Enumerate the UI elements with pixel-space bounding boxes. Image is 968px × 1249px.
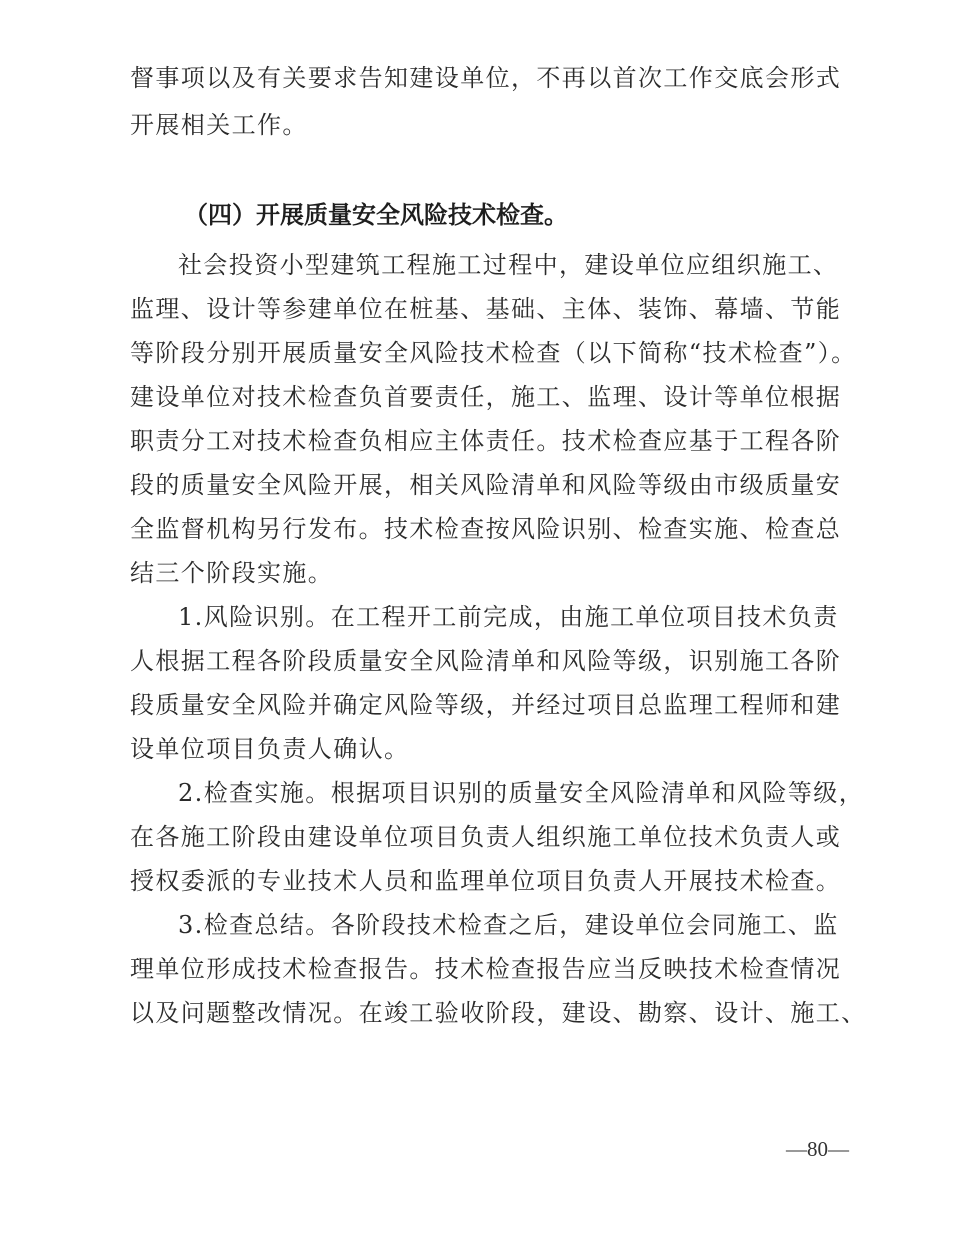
page-number: —80— bbox=[786, 1137, 849, 1161]
item-3-line: 以及问题整改情况。在竣工验收阶段，建设、勘察、设计、施工、 bbox=[130, 999, 867, 1027]
item-3-line: 3.检查总结。各阶段技术检查之后，建设单位会同施工、监 bbox=[178, 911, 839, 939]
paragraph-line: 全监督机构另行发布。技术检查按风险识别、检查实施、检查总 bbox=[130, 515, 842, 543]
paragraph-line: 监理、设计等参建单位在桩基、基础、主体、装饰、幕墙、节能 bbox=[130, 295, 842, 323]
paragraph-line: 等阶段分别开展质量安全风险技术检查（以下简称“技术检查”）。 bbox=[130, 339, 857, 367]
item-1-line: 人根据工程各阶段质量安全风险清单和风险等级，识别施工各阶 bbox=[130, 647, 842, 675]
intro-line-1: 督事项以及有关要求告知建设单位，不再以首次工作交底会形式 bbox=[130, 64, 842, 92]
item-1-line: 段质量安全风险并确定风险等级，并经过项目总监理工程师和建 bbox=[130, 691, 842, 719]
paragraph-line: 职责分工对技术检查负相应主体责任。技术检查应基于工程各阶 bbox=[130, 427, 842, 455]
item-2-line: 2.检查实施。根据项目识别的质量安全风险清单和风险等级， bbox=[178, 779, 865, 807]
item-1-line: 设单位项目负责人确认。 bbox=[130, 735, 410, 763]
item-3-line: 理单位形成技术检查报告。技术检查报告应当反映技术检查情况 bbox=[130, 955, 842, 983]
paragraph-line: 社会投资小型建筑工程施工过程中，建设单位应组织施工、 bbox=[178, 251, 839, 279]
item-2-line: 在各施工阶段由建设单位项目负责人组织施工单位技术负责人或 bbox=[130, 823, 842, 851]
paragraph-line: 段的质量安全风险开展，相关风险清单和风险等级由市级质量安 bbox=[130, 471, 842, 499]
intro-line-2: 开展相关工作。 bbox=[130, 111, 308, 139]
item-1-line: 1.风险识别。在工程开工前完成，由施工单位项目技术负责 bbox=[178, 603, 839, 631]
item-2-line: 授权委派的专业技术人员和监理单位项目负责人开展技术检查。 bbox=[130, 867, 842, 895]
paragraph-line: 结三个阶段实施。 bbox=[130, 559, 334, 587]
paragraph-line: 建设单位对技术检查负首要责任，施工、监理、设计等单位根据 bbox=[130, 383, 842, 411]
section-heading: （四）开展质量安全风险技术检查。 bbox=[184, 201, 568, 229]
